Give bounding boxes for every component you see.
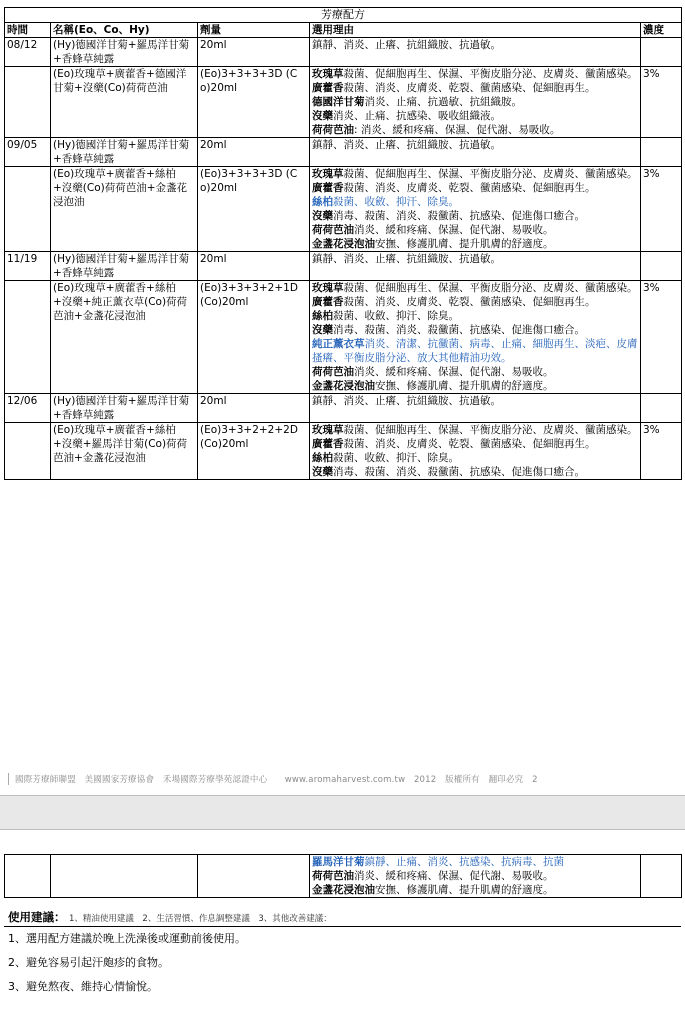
- reason-line: [312, 855, 638, 869]
- reason-line: [312, 209, 638, 223]
- ingredient-name: 沒藥: [312, 466, 333, 478]
- date-cell: 11/19: [5, 252, 51, 281]
- reason-line: [312, 223, 638, 237]
- oil-reason-cell: [310, 423, 641, 480]
- oil-name-cell: (Eo)玫瑰草+廣藿香+德國洋甘菊+沒藥(Co)荷荷芭油: [51, 67, 198, 138]
- reason-line: [312, 323, 638, 337]
- reason-line: [312, 451, 638, 465]
- usage-header: [4, 908, 681, 927]
- cont-conc-cell: [641, 855, 682, 898]
- usage-subtitle: 1、精油使用建議 2、生活習慣、作息調整建議 3、其他改善建議：: [69, 914, 332, 924]
- hydrosol-dose-cell: 20ml: [198, 138, 310, 167]
- ingredient-name: 絲柏: [312, 196, 333, 208]
- reason-line: [312, 167, 638, 181]
- table-row: [5, 423, 682, 480]
- ingredient-effect: 殺菌、消炎、皮膚炎、乾裂、黴菌感染、促細胞再生。: [343, 438, 596, 450]
- ingredient-effect: 殺菌、收斂、抑汗、除臭。: [333, 310, 459, 322]
- ingredient-effect: 鎮靜、止痛、消炎、抗感染、抗病毒、抗菌: [364, 856, 564, 868]
- reason-line: [312, 281, 638, 295]
- ingredient-effect: 殺菌、促細胞再生、保濕、平衡皮脂分泌、皮膚炎、黴菌感染。: [343, 282, 638, 294]
- reason-line: [312, 123, 638, 137]
- date-cell: 12/06: [5, 394, 51, 423]
- hydrosol-reason-cell: 鎮靜、消炎、止癢、抗組織胺、抗過敏。: [310, 252, 641, 281]
- reason-line: [312, 181, 638, 195]
- ingredient-effect: 殺菌、消炎、皮膚炎、乾裂、黴菌感染、促細胞再生。: [343, 182, 596, 194]
- hydrosol-name-cell: (Hy)德國洋甘菊+羅馬洋甘菊+香蜂草純露: [51, 252, 198, 281]
- ingredient-name: 金盞花浸泡油: [312, 884, 375, 896]
- reason-line: [312, 337, 638, 365]
- table-row: [5, 252, 682, 281]
- table-row: [5, 281, 682, 394]
- cont-dose-cell: [198, 855, 310, 898]
- hydrosol-reason-cell: 鎮靜、消炎、止癢、抗組織胺、抗過敏。: [310, 394, 641, 423]
- ingredient-effect: 消炎、緩和疼痛、保濕、促代謝、易吸收。: [354, 870, 554, 882]
- table-row: [5, 38, 682, 67]
- ingredient-name: 玫瑰草: [312, 282, 344, 294]
- oil-reason-cell: [310, 167, 641, 252]
- reason-line: [312, 237, 638, 251]
- ingredient-effect: 殺菌、收斂、抑汗、除臭。: [333, 196, 459, 208]
- ingredient-effect: 殺菌、促細胞再生、保濕、平衡皮脂分泌、皮膚炎、黴菌感染。: [343, 168, 638, 180]
- cont-name-cell: [51, 855, 198, 898]
- usage-item-3: 3、避免熬夜、維持心情愉悅。: [8, 980, 158, 993]
- reason-line: [312, 81, 638, 95]
- ingredient-name: 德國洋甘菊: [312, 96, 365, 108]
- reason-line: [312, 883, 638, 897]
- oil-conc-cell: 3%: [641, 167, 682, 252]
- reason-line: [312, 869, 638, 883]
- reason-line: [312, 437, 638, 451]
- ingredient-name: 玫瑰草: [312, 68, 344, 80]
- date-cell: 09/05: [5, 138, 51, 167]
- table-row: [5, 394, 682, 423]
- ingredient-name: 絲柏: [312, 452, 333, 464]
- usage-item-2: 2、避免容易引起汗皰疹的食物。: [8, 956, 169, 969]
- cont-reason-cell: [310, 855, 641, 898]
- reason-line: [312, 95, 638, 109]
- oil-reason-cell: [310, 67, 641, 138]
- formula-table-continued: [4, 854, 682, 898]
- table-row: [5, 138, 682, 167]
- ingredient-effect: 消炎、緩和疼痛、保濕、促代謝、易吸收。: [354, 366, 554, 378]
- reason-line: [312, 365, 638, 379]
- header-concentration: 濃度: [641, 23, 682, 38]
- date-empty-cell: [5, 423, 51, 480]
- date-empty-cell: [5, 167, 51, 252]
- ingredient-name: 金盞花浸泡油: [312, 238, 375, 250]
- ingredient-name: 玫瑰草: [312, 168, 344, 180]
- ingredient-effect: 殺菌、促細胞再生、保濕、平衡皮脂分泌、皮膚炎、黴菌感染。: [343, 424, 638, 436]
- ingredient-name: 荷荷芭油: [312, 124, 354, 136]
- oil-dose-cell: (Eo)3+3+3+3D (Co)20ml: [198, 167, 310, 252]
- ingredient-name: 羅馬洋甘菊: [312, 856, 365, 868]
- table-row: [5, 67, 682, 138]
- page-footer: 國際芳療師聯盟 美國國家芳療協會 禾場國際芳療學苑認證中心 www.aromaharvest.com.tw 2012 版權所有 翻印必究 2: [8, 773, 685, 785]
- ingredient-effect: 消毒、殺菌、消炎、殺黴菌、抗感染、促進傷口癒合。: [333, 210, 585, 222]
- cont-time-cell: [5, 855, 51, 898]
- date-empty-cell: [5, 281, 51, 394]
- hydrosol-conc-cell: [641, 38, 682, 67]
- oil-reason-cell: [310, 281, 641, 394]
- reason-line: [312, 423, 638, 437]
- document-page-2: [0, 830, 685, 1024]
- oil-name-cell: (Eo)玫瑰草+廣藿香+絲柏+沒藥+羅馬洋甘菊(Co)荷荷芭油+金盞花浸泡油: [51, 423, 198, 480]
- ingredient-name: 沒藥: [312, 324, 333, 336]
- reason-line: [312, 295, 638, 309]
- ingredient-name: 廣藿香: [312, 296, 344, 308]
- ingredient-name: 玫瑰草: [312, 424, 344, 436]
- hydrosol-conc-cell: [641, 252, 682, 281]
- ingredient-name: 絲柏: [312, 310, 333, 322]
- ingredient-effect: 殺菌、消炎、皮膚炎、乾裂、黴菌感染、促細胞再生。: [343, 82, 596, 94]
- ingredient-name: 金盞花浸泡油: [312, 380, 375, 392]
- formula-table: [4, 7, 682, 480]
- ingredient-effect: 殺菌、促細胞再生、保濕、平衡皮脂分泌、皮膚炎、黴菌感染。: [343, 68, 638, 80]
- hydrosol-name-cell: (Hy)德國洋甘菊+羅馬洋甘菊+香蜂草純露: [51, 394, 198, 423]
- ingredient-name: 純正薰衣草: [312, 338, 365, 350]
- hydrosol-name-cell: (Hy)德國洋甘菊+羅馬洋甘菊+香蜂草純露: [51, 38, 198, 67]
- header-dose: 劑量: [198, 23, 310, 38]
- oil-conc-cell: 3%: [641, 281, 682, 394]
- ingredient-effect: 安撫、修護肌膚、提升肌膚的舒適度。: [375, 238, 554, 250]
- ingredient-effect: 殺菌、消炎、皮膚炎、乾裂、黴菌感染、促細胞再生。: [343, 296, 596, 308]
- hydrosol-dose-cell: 20ml: [198, 394, 310, 423]
- reason-line: [312, 309, 638, 323]
- date-empty-cell: [5, 67, 51, 138]
- ingredient-effect: : 消炎、緩和疼痛、保濕、促代謝、易吸收。: [354, 124, 561, 136]
- hydrosol-dose-cell: 20ml: [198, 38, 310, 67]
- ingredient-name: 廣藿香: [312, 82, 344, 94]
- usage-title: 使用建議：: [8, 910, 66, 924]
- ingredient-effect: 安撫、修護肌膚、提升肌膚的舒適度。: [375, 884, 554, 896]
- ingredient-name: 沒藥: [312, 110, 333, 122]
- ingredient-effect: 消炎、止痛、抗感染、吸收組織液。: [333, 110, 501, 122]
- ingredient-effect: 消炎、緩和疼痛、保濕、促代謝、易吸收。: [354, 224, 554, 236]
- usage-section: [4, 908, 681, 999]
- hydrosol-conc-cell: [641, 138, 682, 167]
- reason-line: [312, 109, 638, 123]
- ingredient-name: 荷荷芭油: [312, 224, 354, 236]
- ingredient-name: 廣藿香: [312, 438, 344, 450]
- oil-name-cell: (Eo)玫瑰草+廣藿香+絲柏+沒藥(Co)荷荷芭油+金盞花浸泡油: [51, 167, 198, 252]
- oil-name-cell: (Eo)玫瑰草+廣藿香+絲柏+沒藥+純正薰衣草(Co)荷荷芭油+金盞花浸泡油: [51, 281, 198, 394]
- hydrosol-dose-cell: 20ml: [198, 252, 310, 281]
- hydrosol-reason-cell: 鎮靜、消炎、止癢、抗組織胺、抗過敏。: [310, 38, 641, 67]
- date-cell: 08/12: [5, 38, 51, 67]
- ingredient-effect: 消毒、殺菌、消炎、殺黴菌、抗感染、促進傷口癒合。: [333, 324, 585, 336]
- header-name: 名稱(Eo、Co、Hy): [51, 23, 198, 38]
- reason-line: [312, 465, 638, 479]
- oil-dose-cell: (Eo)3+3+3+3D (Co)20ml: [198, 67, 310, 138]
- table-title: 芳療配方: [5, 8, 682, 23]
- ingredient-name: 荷荷芭油: [312, 366, 354, 378]
- ingredient-effect: 消炎、止痛、抗過敏、抗組織胺。: [364, 96, 522, 108]
- ingredient-effect: 安撫、修護肌膚、提升肌膚的舒適度。: [375, 380, 554, 392]
- oil-dose-cell: (Eo)3+3+3+2+1D (Co)20ml: [198, 281, 310, 394]
- hydrosol-conc-cell: [641, 394, 682, 423]
- table-row: [5, 167, 682, 252]
- ingredient-effect: 消毒、殺菌、消炎、殺黴菌、抗感染、促進傷口癒合。: [333, 466, 585, 478]
- usage-item-1: 1、選用配方建議於晚上洗澡後或運動前後使用。: [8, 932, 246, 945]
- hydrosol-reason-cell: 鎮靜、消炎、止癢、抗組織胺、抗過敏。: [310, 138, 641, 167]
- oil-conc-cell: 3%: [641, 423, 682, 480]
- ingredient-name: 廣藿香: [312, 182, 344, 194]
- ingredient-effect: 殺菌、收斂、抑汗、除臭。: [333, 452, 459, 464]
- ingredient-name: 沒藥: [312, 210, 333, 222]
- ingredient-name: 荷荷芭油: [312, 870, 354, 882]
- ingredient-effect: 消炎、清潔、抗黴菌、病毒、止痛、細胞再生、淡疤、皮膚搔癢、平衡皮脂分泌、放大其他精油功效。: [312, 338, 638, 364]
- oil-dose-cell: (Eo)3+3+2+2+2D (Co)20ml: [198, 423, 310, 480]
- header-time: 時間: [5, 23, 51, 38]
- reason-line: [312, 195, 638, 209]
- header-reason: 選用理由: [310, 23, 641, 38]
- oil-conc-cell: 3%: [641, 67, 682, 138]
- hydrosol-name-cell: (Hy)德國洋甘菊+羅馬洋甘菊+香蜂草純露: [51, 138, 198, 167]
- reason-line: [312, 67, 638, 81]
- page-gap: [0, 795, 685, 830]
- reason-line: [312, 379, 638, 393]
